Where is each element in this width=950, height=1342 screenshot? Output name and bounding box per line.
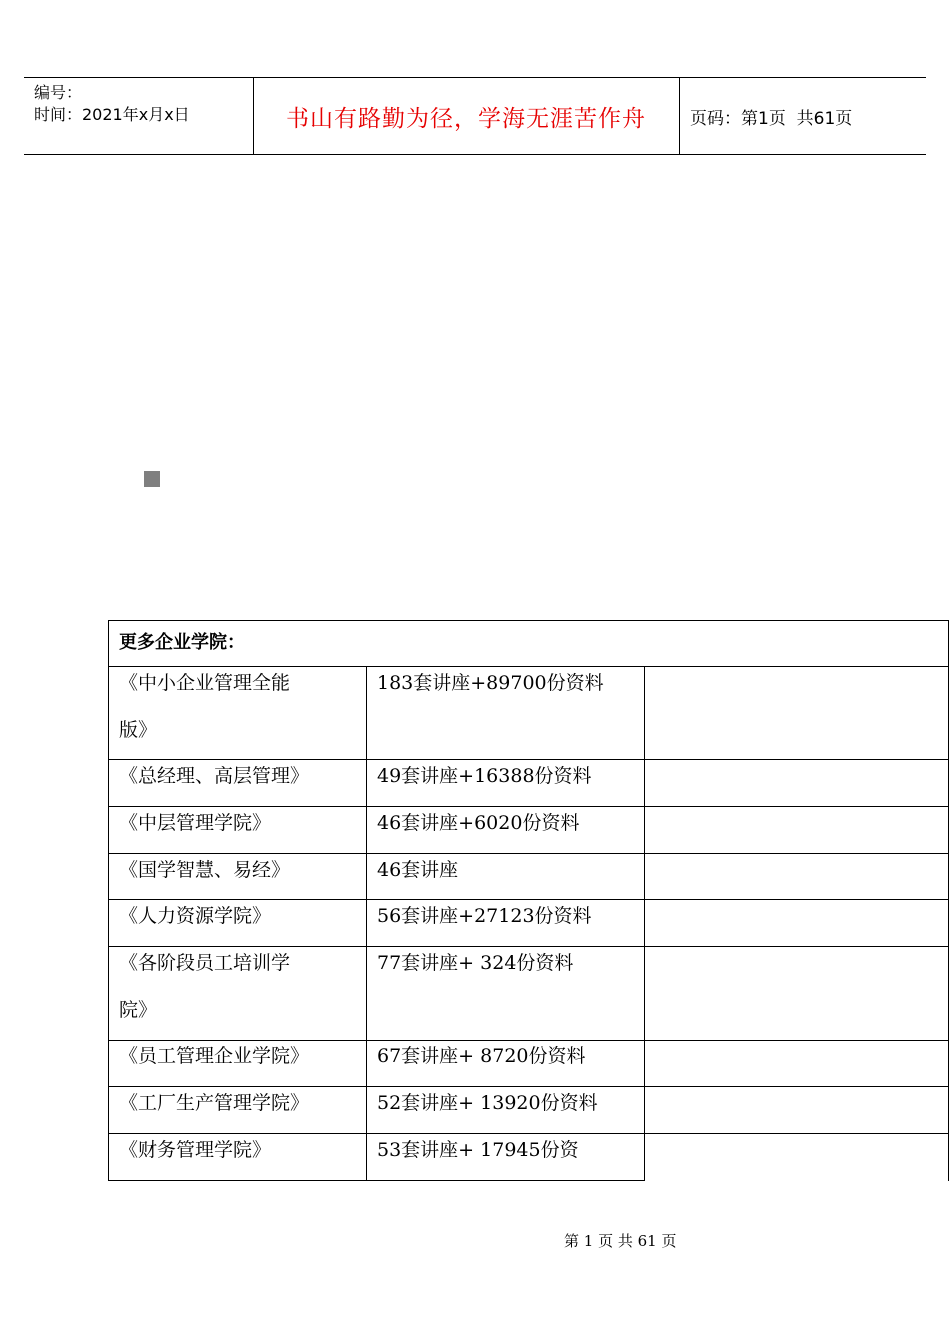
table-cell-desc: 56套讲座+27123份资料 (377, 905, 592, 927)
table-cell-name: 《各阶段员工培训学 (119, 952, 291, 974)
table-border (108, 1180, 645, 1181)
table-cell-name: 《员工管理企业学院》 (119, 1045, 310, 1067)
table-title: 更多企业学院： (119, 632, 245, 653)
table-border (948, 667, 949, 1181)
table-cell-name: 《中小企业管理全能 (119, 672, 291, 694)
table-cell-name: 《财务管理学院》 (119, 1139, 272, 1161)
table-border (108, 620, 949, 621)
table-cell-name: 《人力资源学院》 (119, 905, 272, 927)
table-cell-desc: 53套讲座+ 17945份资 (377, 1139, 579, 1161)
square-bullet-icon (144, 471, 160, 487)
table-cell-desc: 46套讲座 (377, 859, 459, 881)
table-cell-desc: 46套讲座+6020份资料 (377, 812, 580, 834)
time-label: 时间：2021年x月x日 (34, 105, 190, 124)
table-cell-name: 《总经理、高层管理》 (119, 765, 310, 787)
table-cell-name: 《工厂生产管理学院》 (119, 1092, 310, 1114)
table-cell-desc: 77套讲座+ 324份资料 (377, 952, 574, 974)
table-cell-desc: 49套讲座+16388份资料 (377, 765, 592, 787)
table-border (948, 620, 949, 667)
page-footer: 第 1 页 共 61 页 (564, 1232, 677, 1250)
table-cell-name: 版》 (119, 719, 158, 741)
table-cell-desc: 183套讲座+89700份资料 (377, 672, 604, 694)
header-motto: 书山有路勤为径，学海无涯苦作舟 (286, 105, 646, 132)
page-header (24, 77, 926, 155)
table-cell-desc: 52套讲座+ 13920份资料 (377, 1092, 598, 1114)
academy-table (108, 620, 949, 1181)
column-divider (644, 666, 645, 1181)
table-border (108, 620, 109, 1181)
header-divider (679, 78, 680, 154)
header-page-info: 页码：第1页 共61页 (690, 108, 853, 129)
table-cell-name: 《国学智慧、易经》 (119, 859, 291, 881)
column-divider (366, 666, 367, 1181)
serial-label: 编号： (34, 83, 83, 102)
header-meta (34, 82, 190, 126)
table-cell-name: 院》 (119, 999, 158, 1021)
table-cell-name: 《中层管理学院》 (119, 812, 272, 834)
table-cell-desc: 67套讲座+ 8720份资料 (377, 1045, 586, 1067)
